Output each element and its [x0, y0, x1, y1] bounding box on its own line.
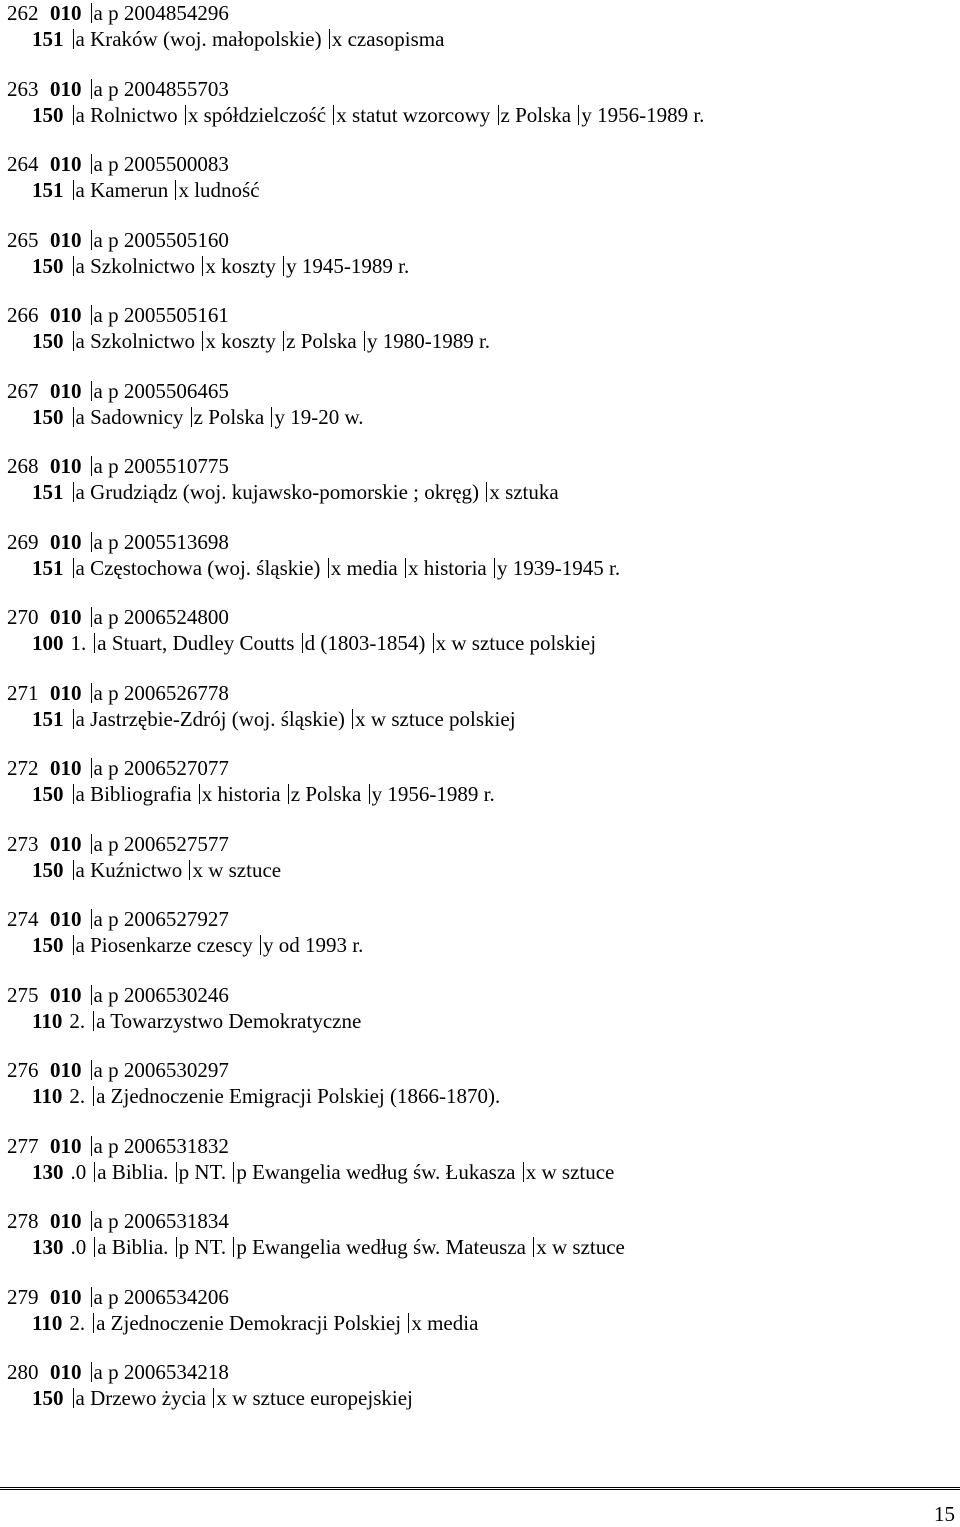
subfield-delimiter — [73, 558, 74, 578]
subfield-value: a Zjednoczenie Demokracji Polskiej — [96, 1310, 407, 1335]
subfield-value: a p 2006531834 — [93, 1209, 229, 1233]
subfield-value: x w sztuce polskiej — [355, 706, 516, 731]
record-heading-line — [7, 1083, 947, 1109]
record-control-line — [7, 1133, 947, 1159]
record-control-line — [7, 227, 947, 253]
record-heading-line — [7, 26, 947, 52]
footer-divider — [0, 1487, 960, 1490]
subfield-value: a p 2006527577 — [93, 831, 229, 856]
subfield-delimiter — [73, 29, 74, 49]
subfield-value: a p 2005513698 — [93, 529, 229, 554]
record-number: 272 — [7, 756, 39, 780]
subfield-value: x w sztuce — [525, 1159, 615, 1184]
subfield-delimiter — [364, 331, 365, 351]
field-tag: 110 — [32, 1084, 63, 1108]
subfield-value: y 1939-1945 r. — [497, 555, 621, 580]
subfield-value: a Rolnictwo — [75, 102, 183, 127]
record-control-line — [7, 1359, 947, 1385]
field-tag: 010 — [50, 1360, 82, 1384]
subfield-delimiter — [73, 180, 74, 200]
subfield-delimiter — [91, 154, 92, 174]
subfield-value: a Biblia. — [97, 1159, 174, 1184]
subfield-delimiter — [73, 331, 74, 351]
field-tag: 010 — [50, 1284, 82, 1309]
subfield-value: a p 2006526778 — [93, 680, 229, 705]
subfield-delimiter — [73, 105, 74, 125]
record-control-line — [7, 453, 947, 479]
field-tag: 010 — [50, 529, 82, 554]
record-number: 275 — [7, 982, 39, 1007]
field-tag: 010 — [50, 1209, 82, 1233]
record-number: 266 — [7, 303, 39, 327]
subfield-value: a p 2005506465 — [93, 378, 229, 403]
record-number: 263 — [7, 76, 39, 101]
field-tag: 150 — [32, 1386, 64, 1410]
record-entry — [7, 227, 947, 303]
subfield-value: a p 2006531832 — [93, 1133, 229, 1158]
record-entry — [7, 906, 947, 982]
subfield-value: a Jastrzębie-Zdrój (woj. śląskie) — [75, 706, 351, 731]
subfield-value: a p 2006530297 — [93, 1058, 229, 1082]
subfield-delimiter — [91, 532, 92, 552]
field-tag: 150 — [32, 253, 64, 278]
subfield-value: a Kamerun — [75, 178, 174, 202]
subfield-delimiter — [202, 331, 203, 351]
subfield-delimiter — [94, 1162, 95, 1182]
record-control-line — [7, 0, 947, 26]
subfield-delimiter — [533, 1237, 534, 1257]
field-tag: 010 — [50, 378, 82, 403]
subfield-delimiter — [369, 784, 370, 804]
record-entry — [7, 76, 947, 152]
subfield-delimiter — [91, 456, 92, 476]
subfield-value: x sztuka — [489, 480, 559, 504]
subfield-delimiter — [91, 909, 92, 929]
subfield-value: a Drzewo życia — [75, 1386, 212, 1410]
subfield-value: a Grudziądz (woj. kujawsko-pomorskie ; okręg) — [75, 480, 485, 504]
record-number: 276 — [7, 1058, 39, 1082]
field-tag: 151 — [32, 555, 64, 580]
record-entry — [7, 378, 947, 454]
record-heading-line — [7, 328, 947, 354]
subfield-delimiter — [73, 407, 74, 427]
subfield-value: x koszty — [205, 329, 282, 353]
record-heading-line — [7, 857, 947, 883]
subfield-delimiter — [175, 180, 176, 200]
record-entry — [7, 755, 947, 831]
subfield-delimiter — [213, 1388, 214, 1408]
record-heading-line — [7, 1385, 947, 1411]
subfield-delimiter — [93, 1086, 94, 1106]
field-tag: 010 — [50, 454, 82, 478]
record-heading-line — [7, 706, 947, 732]
field-tag: 010 — [50, 1058, 82, 1082]
subfield-delimiter — [408, 1313, 409, 1333]
record-entry — [7, 302, 947, 378]
record-heading-line — [7, 630, 947, 656]
subfield-delimiter — [93, 1011, 94, 1031]
subfield-value: x ludność — [178, 178, 260, 202]
record-control-line — [7, 1284, 947, 1310]
record-entry — [7, 529, 947, 605]
subfield-value: z Polska — [500, 102, 577, 127]
subfield-value: a Kuźnictwo — [75, 857, 188, 882]
field-tag: 110 — [32, 1310, 63, 1335]
subfield-value: a Zjednoczenie Emigracji Polskiej (1866-1870). — [96, 1084, 501, 1108]
subfield-value: a Szkolnictwo — [75, 253, 201, 278]
subfield-delimiter — [523, 1162, 524, 1182]
record-number: 277 — [7, 1133, 39, 1158]
subfield-value: x w sztuce europejskiej — [216, 1386, 413, 1410]
subfield-delimiter — [91, 1136, 92, 1156]
record-control-line — [7, 76, 947, 102]
subfield-value: y 1980-1989 r. — [366, 329, 491, 353]
subfield-delimiter — [302, 633, 303, 653]
subfield-value: a p 2006527927 — [93, 907, 229, 931]
record-number: 262 — [7, 1, 39, 25]
subfield-delimiter — [91, 79, 92, 99]
subfield-delimiter — [93, 1313, 94, 1333]
field-tag: 130 — [32, 1235, 64, 1259]
record-heading-line — [7, 932, 947, 958]
record-control-line — [7, 831, 947, 857]
subfield-delimiter — [91, 230, 92, 250]
record-heading-line — [7, 253, 947, 279]
field-tag: 151 — [32, 706, 64, 731]
record-heading-line — [7, 404, 947, 430]
record-number: 273 — [7, 831, 39, 856]
subfield-value: a p 2004854296 — [93, 1, 229, 25]
subfield-delimiter — [91, 834, 92, 854]
authority-record-list — [7, 0, 947, 1435]
record-control-line — [7, 302, 947, 328]
field-tag: 010 — [50, 831, 82, 856]
subfield-value: a p 2005505161 — [93, 303, 229, 327]
record-heading-line — [7, 1159, 947, 1185]
subfield-value: x historia — [201, 782, 286, 806]
field-tag: 010 — [50, 152, 82, 176]
field-indicator: .0 — [70, 1235, 87, 1259]
subfield-delimiter — [191, 407, 192, 427]
field-tag: 151 — [32, 480, 64, 504]
record-heading-line — [7, 1234, 947, 1260]
record-number: 279 — [7, 1284, 39, 1309]
subfield-delimiter — [91, 1060, 92, 1080]
subfield-delimiter — [176, 1162, 177, 1182]
subfield-value: z Polska — [286, 329, 362, 353]
subfield-delimiter — [199, 784, 200, 804]
field-indicator: 2. — [69, 1008, 86, 1033]
record-control-line — [7, 604, 947, 630]
subfield-delimiter — [189, 860, 190, 880]
subfield-delimiter — [73, 482, 74, 502]
record-heading-line — [7, 177, 947, 203]
subfield-delimiter — [91, 1211, 92, 1231]
field-tag: 010 — [50, 982, 82, 1007]
record-number: 274 — [7, 907, 39, 931]
subfield-delimiter — [91, 758, 92, 778]
record-control-line — [7, 755, 947, 781]
record-number: 270 — [7, 605, 39, 629]
subfield-value: a p 2006534206 — [93, 1284, 229, 1309]
field-tag: 151 — [32, 27, 64, 51]
subfield-delimiter — [94, 1237, 95, 1257]
record-entry — [7, 151, 947, 227]
subfield-delimiter — [405, 558, 406, 578]
record-number: 267 — [7, 378, 39, 403]
subfield-value: x w sztuce — [536, 1235, 625, 1259]
subfield-value: a Stuart, Dudley Coutts — [97, 631, 300, 655]
record-entry — [7, 1284, 947, 1360]
subfield-value: a p 2005500083 — [93, 152, 229, 176]
subfield-value: p Ewangelia według św. Mateusza — [236, 1235, 532, 1259]
subfield-value: a Towarzystwo Demokratyczne — [96, 1008, 362, 1033]
subfield-value: a p 2005505160 — [93, 227, 229, 252]
subfield-value: a p 2005510775 — [93, 454, 229, 478]
field-indicator: 2. — [69, 1310, 86, 1335]
record-control-line — [7, 680, 947, 706]
subfield-delimiter — [185, 105, 186, 125]
subfield-value: x czasopisma — [331, 27, 445, 51]
subfield-value: x media — [330, 555, 403, 580]
record-entry — [7, 680, 947, 756]
subfield-value: x statut wzorcowy — [336, 102, 496, 127]
subfield-delimiter — [91, 683, 92, 703]
record-entry — [7, 1057, 947, 1133]
field-tag: 100 — [32, 631, 64, 655]
subfield-value: z Polska — [290, 782, 367, 806]
record-heading-line — [7, 479, 947, 505]
subfield-delimiter — [91, 3, 92, 23]
record-control-line — [7, 1057, 947, 1083]
record-number: 268 — [7, 454, 39, 478]
subfield-value: a p 2006534218 — [93, 1360, 229, 1384]
subfield-delimiter — [333, 105, 334, 125]
subfield-value: p Ewangelia według św. Łukasza — [236, 1159, 521, 1184]
record-entry — [7, 1208, 947, 1284]
subfield-value: a Bibliografia — [75, 782, 197, 806]
field-tag: 010 — [50, 1133, 82, 1158]
field-tag: 150 — [32, 329, 64, 353]
subfield-value: a Piosenkarze czescy — [75, 933, 258, 957]
subfield-delimiter — [288, 784, 289, 804]
subfield-delimiter — [233, 1162, 234, 1182]
subfield-delimiter — [329, 29, 330, 49]
subfield-value: y 1956-1989 r. — [581, 102, 705, 127]
subfield-value: a Szkolnictwo — [75, 329, 201, 353]
record-control-line — [7, 1208, 947, 1234]
field-tag: 010 — [50, 76, 82, 101]
record-number: 265 — [7, 227, 39, 252]
subfield-delimiter — [94, 633, 95, 653]
field-tag: 010 — [50, 756, 82, 780]
record-number: 280 — [7, 1360, 39, 1384]
field-tag: 150 — [32, 782, 64, 806]
subfield-value: a Biblia. — [97, 1235, 174, 1259]
field-tag: 110 — [32, 1008, 63, 1033]
record-number: 271 — [7, 680, 39, 705]
subfield-value: x w sztuce — [192, 857, 282, 882]
record-control-line — [7, 378, 947, 404]
subfield-value: a p 2006530246 — [93, 982, 229, 1007]
field-tag: 150 — [32, 857, 64, 882]
record-heading-line — [7, 781, 947, 807]
record-number: 269 — [7, 529, 39, 554]
subfield-delimiter — [498, 105, 499, 125]
subfield-delimiter — [73, 1388, 74, 1408]
page-number: 15 — [934, 1502, 955, 1526]
record-entry — [7, 0, 947, 76]
field-tag: 150 — [32, 404, 64, 429]
field-tag: 130 — [32, 1159, 64, 1184]
record-control-line — [7, 982, 947, 1008]
field-indicator: .0 — [70, 1159, 87, 1184]
subfield-value: x historia — [408, 555, 492, 580]
field-tag: 151 — [32, 178, 64, 202]
record-heading-line — [7, 1310, 947, 1336]
subfield-delimiter — [176, 1237, 177, 1257]
subfield-value: z Polska — [193, 404, 270, 429]
subfield-value: a Częstochowa (woj. śląskie) — [75, 555, 326, 580]
field-tag: 010 — [50, 303, 82, 327]
field-indicator: 2. — [69, 1084, 86, 1108]
subfield-delimiter — [73, 256, 74, 276]
subfield-value: y 1956-1989 r. — [371, 782, 495, 806]
field-tag: 150 — [32, 933, 64, 957]
record-heading-line — [7, 555, 947, 581]
record-control-line — [7, 529, 947, 555]
field-tag: 150 — [32, 102, 64, 127]
subfield-value: p NT. — [178, 1159, 232, 1184]
subfield-delimiter — [91, 381, 92, 401]
subfield-delimiter — [73, 784, 74, 804]
record-entry — [7, 604, 947, 680]
subfield-delimiter — [433, 633, 434, 653]
subfield-value: y od 1993 r. — [263, 933, 364, 957]
subfield-delimiter — [283, 331, 284, 351]
field-tag: 010 — [50, 227, 82, 252]
subfield-delimiter — [91, 1362, 92, 1382]
field-tag: 010 — [50, 1, 82, 25]
record-entry — [7, 831, 947, 907]
subfield-delimiter — [73, 935, 74, 955]
subfield-delimiter — [283, 256, 284, 276]
subfield-delimiter — [271, 407, 272, 427]
subfield-value: p NT. — [178, 1235, 232, 1259]
subfield-value: a p 2006524800 — [93, 605, 229, 629]
subfield-value: a p 2004855703 — [93, 76, 229, 101]
subfield-value: x koszty — [205, 253, 282, 278]
subfield-value: x spółdzielczość — [187, 102, 332, 127]
subfield-delimiter — [486, 482, 487, 502]
subfield-delimiter — [73, 709, 74, 729]
subfield-value: x media — [411, 1310, 479, 1335]
subfield-value: d (1803-1854) — [304, 631, 431, 655]
subfield-delimiter — [260, 935, 261, 955]
record-heading-line — [7, 1008, 947, 1034]
field-tag: 010 — [50, 605, 82, 629]
subfield-value: y 1945-1989 r. — [286, 253, 410, 278]
record-number: 264 — [7, 152, 39, 176]
subfield-delimiter — [328, 558, 329, 578]
subfield-delimiter — [578, 105, 579, 125]
subfield-delimiter — [91, 305, 92, 325]
record-entry — [7, 1359, 947, 1435]
field-indicator: 1. — [70, 631, 87, 655]
record-control-line — [7, 906, 947, 932]
record-number: 278 — [7, 1209, 39, 1233]
record-entry — [7, 982, 947, 1058]
field-tag: 010 — [50, 680, 82, 705]
field-tag: 010 — [50, 907, 82, 931]
subfield-value: a Sadownicy — [75, 404, 189, 429]
subfield-value: y 19-20 w. — [274, 404, 364, 429]
subfield-value: a Kraków (woj. małopolskie) — [75, 27, 327, 51]
subfield-delimiter — [91, 985, 92, 1005]
subfield-delimiter — [233, 1237, 234, 1257]
subfield-delimiter — [73, 860, 74, 880]
subfield-value: a p 2006527077 — [93, 756, 229, 780]
subfield-delimiter — [91, 1287, 92, 1307]
record-control-line — [7, 151, 947, 177]
subfield-delimiter — [352, 709, 353, 729]
subfield-delimiter — [91, 607, 92, 627]
subfield-delimiter — [494, 558, 495, 578]
record-heading-line — [7, 102, 947, 128]
record-entry — [7, 453, 947, 529]
subfield-value: x w sztuce polskiej — [435, 631, 597, 655]
subfield-delimiter — [202, 256, 203, 276]
record-entry — [7, 1133, 947, 1209]
